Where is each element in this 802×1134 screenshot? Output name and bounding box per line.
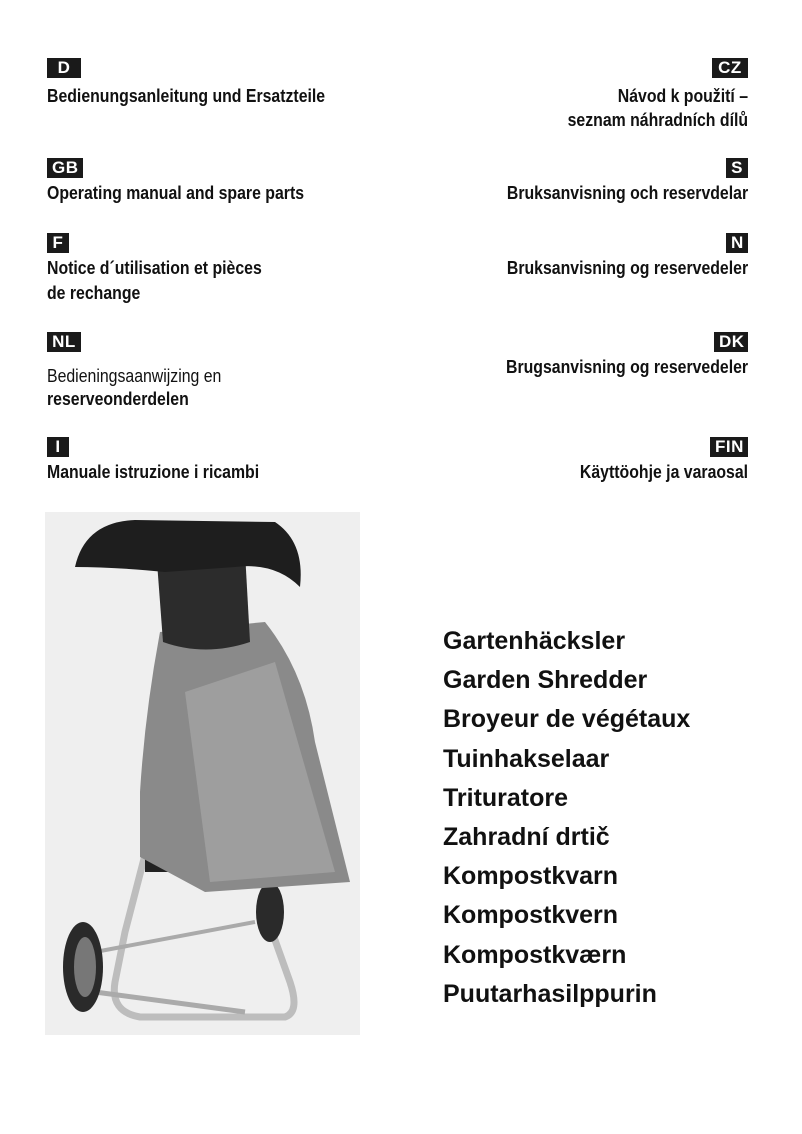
manual-title-it: Manuale istruzione i ricambi xyxy=(47,462,260,482)
language-badge-fin: FIN xyxy=(710,437,748,457)
language-badge-d: D xyxy=(47,58,81,78)
product-name-no: Kompostkvern xyxy=(443,901,619,930)
product-name-fin: Puutarhasilppurin xyxy=(443,979,657,1008)
language-badge-gb: GB xyxy=(47,158,83,178)
language-badge-s: S xyxy=(726,158,748,178)
product-name-dk: Kompostkværn xyxy=(443,940,627,969)
language-badge-i: I xyxy=(47,437,69,457)
manual-title-gb: Operating manual and spare parts xyxy=(47,183,305,203)
manual-title-cz-line1: Návod k použití – xyxy=(617,86,748,106)
manual-title-dk: Brugsanvisning og reservedeler xyxy=(505,357,748,377)
language-badge-dk: DK xyxy=(714,332,748,352)
product-name-list xyxy=(443,622,690,1014)
language-badge-n: N xyxy=(726,233,748,253)
product-name-it: Trituratore xyxy=(443,783,569,812)
shredder-illustration xyxy=(45,512,360,1035)
manual-title-fr-line1: Notice d´utilisation et pièces xyxy=(47,258,262,278)
manual-title-no: Bruksanvisning og reservedeler xyxy=(506,258,748,278)
product-name-de: Gartenhäcksler xyxy=(443,627,626,655)
product-name-nl: Tuinhakselaar xyxy=(443,744,610,773)
manual-title-de: Bedienungsanleitung und Ersatzteile xyxy=(47,86,326,106)
language-badge-nl: NL xyxy=(47,332,81,352)
language-badge-cz: CZ xyxy=(712,58,748,78)
manual-title-nl-line2: reserveonderdelen xyxy=(47,389,189,409)
product-name-fr: Broyeur de végétaux xyxy=(443,705,691,734)
product-name-gb: Garden Shredder xyxy=(443,666,648,695)
product-name-se: Kompostkvarn xyxy=(443,862,619,891)
manual-title-fin: Käyttöohje ja varaosal xyxy=(579,462,748,482)
manual-title-fr-line2: de rechange xyxy=(47,283,141,303)
product-name-cz: Zahradní drtič xyxy=(443,823,610,852)
product-photo-garden-shredder xyxy=(45,512,360,1035)
manual-title-se: Bruksanvisning och reservdelar xyxy=(506,183,748,203)
manual-title-nl-line1: Bedieningsaanwijzing en xyxy=(47,366,222,386)
manual-title-cz-line2: seznam náhradních dílů xyxy=(567,110,748,130)
language-badge-f: F xyxy=(47,233,69,253)
